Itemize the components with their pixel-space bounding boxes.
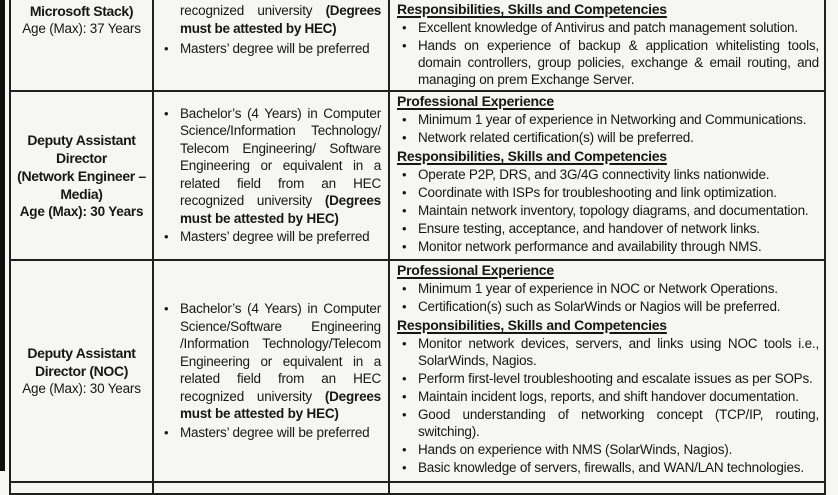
qualification-cell	[153, 260, 389, 482]
qualification-degree-bold: (Degrees must be attested by HEC)	[180, 193, 381, 226]
bullet-item	[397, 184, 819, 201]
experience-cell	[389, 260, 825, 482]
bullet-item	[397, 19, 819, 36]
qualification-cell	[153, 482, 389, 494]
section-professional-experience	[397, 262, 819, 315]
bullet-text: • Masters’ degree will be preferred	[180, 41, 370, 56]
bullet-item	[397, 280, 819, 297]
bullet-item	[397, 111, 819, 128]
position-cell	[10, 482, 153, 494]
bullet-text: • Monitor network performance and availability through NMS.	[418, 239, 762, 254]
bullet-item	[397, 298, 819, 315]
bullet-text: • Ensure testing, acceptance, and handover of network links.	[418, 221, 760, 236]
bullet-text: • Operate P2P, DRS, and 3G/4G connectivity links nationwide.	[418, 167, 770, 182]
bullet-text	[180, 300, 381, 423]
bullet-text: • Hands on experience with NMS (SolarWinds, Nagios).	[418, 442, 733, 457]
bullet-item	[397, 335, 819, 369]
bullet-text: • Hands on experience of backup & application whitelisting tools, domain controllers, group policies, exchange & email routing, and managing on prem Exchange Server.	[418, 38, 819, 87]
qualification-degree-text: Bachelor’s (4 Years) in Computer Science/Information Technology/ Telecom Engineering/ Software Engineering or equivalent in a related field from an HEC recognized university	[180, 105, 381, 208]
bullet-text: • Network related certification(s) will be preferred.	[418, 130, 694, 145]
section-heading: Responsibilities, Skills and Competencies	[397, 1, 667, 17]
bullet-item	[159, 40, 381, 58]
section-heading: Responsibilities, Skills and Competencies	[397, 148, 667, 164]
bullet-text: • Maintain incident logs, reports, and shift handover documentation.	[418, 389, 799, 404]
position-cell	[10, 260, 153, 482]
bullet-item	[397, 406, 819, 440]
bullet-text: • Minimum 1 year of experience in Networking and Communications.	[418, 112, 807, 127]
bullet-item	[397, 202, 819, 219]
bullet-text: • Certification(s) such as SolarWinds or Nagios will be preferred.	[418, 299, 781, 314]
position-age: Age (Max): 30 Years	[22, 381, 141, 397]
position-subtitle: (Network Engineer – Media)	[17, 167, 146, 202]
job-positions-table	[9, 0, 826, 495]
experience-cell	[389, 0, 825, 91]
qualification-degree-bold: (Degrees must be attested by HEC)	[180, 388, 381, 421]
section-professional-experience	[397, 93, 819, 146]
table-row	[10, 260, 825, 482]
bullet-text: • Coordinate with ISPs for troubleshooting and link optimization.	[418, 185, 777, 200]
bullet-text: • Masters’ degree will be preferred	[180, 229, 370, 244]
bullet-text: • Perform first-level troubleshooting and escalate issues as per SOPs.	[418, 371, 813, 386]
qualification-continuation	[159, 2, 381, 37]
section-responsibilities	[397, 317, 819, 476]
table-row	[10, 91, 825, 260]
bullet-text: • Minimum 1 year of experience in NOC or Network Operations.	[418, 281, 778, 296]
position-cell	[10, 0, 153, 91]
position-age: Age (Max): 37 Years	[22, 21, 141, 36]
section-responsibilities	[397, 148, 819, 255]
bullet-item	[159, 424, 381, 442]
position-title: Microsoft Stack)	[29, 3, 134, 19]
bullet-item	[397, 166, 819, 183]
bullet-item	[397, 459, 819, 476]
qualification-cell	[153, 91, 389, 260]
table-row	[10, 0, 825, 91]
bullet-item	[159, 105, 381, 228]
position-title: Deputy Assistant Director (NOC)	[27, 345, 136, 380]
section-heading: Responsibilities, Skills and Competencies	[397, 317, 667, 333]
bullet-text: • Basic knowledge of servers, firewalls, and WAN/LAN technologies.	[418, 460, 804, 475]
qualification-continuation-bold: (Degrees must be attested by HEC)	[180, 3, 381, 36]
bullet-item	[397, 220, 819, 237]
bullet-item	[397, 370, 819, 387]
bullet-text: • Masters’ degree will be preferred	[180, 424, 370, 440]
bullet-item	[159, 228, 381, 246]
bullet-item	[397, 441, 819, 458]
bullet-item	[397, 388, 819, 405]
bullet-item	[159, 300, 381, 423]
bullet-text: • Good understanding of networking concept (TCP/IP, routing, switching).	[418, 407, 819, 439]
bullet-item	[397, 129, 819, 146]
position-cell	[10, 91, 153, 260]
bullet-text: • Monitor network devices, servers, and links using NOC tools i.e., SolarWinds, Nagios.	[418, 336, 819, 368]
experience-cell	[389, 91, 825, 260]
qualification-cell	[153, 0, 389, 91]
left-border-rule	[0, 0, 5, 471]
table-row	[10, 482, 825, 494]
bullet-text: • Excellent knowledge of Antivirus and patch management solution.	[418, 20, 798, 35]
bullet-item	[397, 37, 819, 88]
section-heading: Professional Experience	[397, 262, 554, 278]
qualification-degree-text: Bachelor’s (4 Years) in Computer Science/Software Engineering /Information Technology/Telecom Engineering or equivalent in a related field from an HEC recognized university	[180, 301, 381, 404]
bullet-text	[180, 105, 381, 228]
position-age: Age (Max): 30 Years	[19, 203, 144, 219]
section	[397, 1, 819, 88]
position-title: Deputy Assistant Director	[27, 131, 136, 166]
bullet-text: • Maintain network inventory, topology diagrams, and documentation.	[418, 203, 809, 218]
bullet-item	[397, 238, 819, 255]
section-heading: Professional Experience	[397, 93, 554, 109]
qualification-continuation-text: recognized university	[180, 3, 326, 18]
experience-cell	[389, 482, 825, 494]
